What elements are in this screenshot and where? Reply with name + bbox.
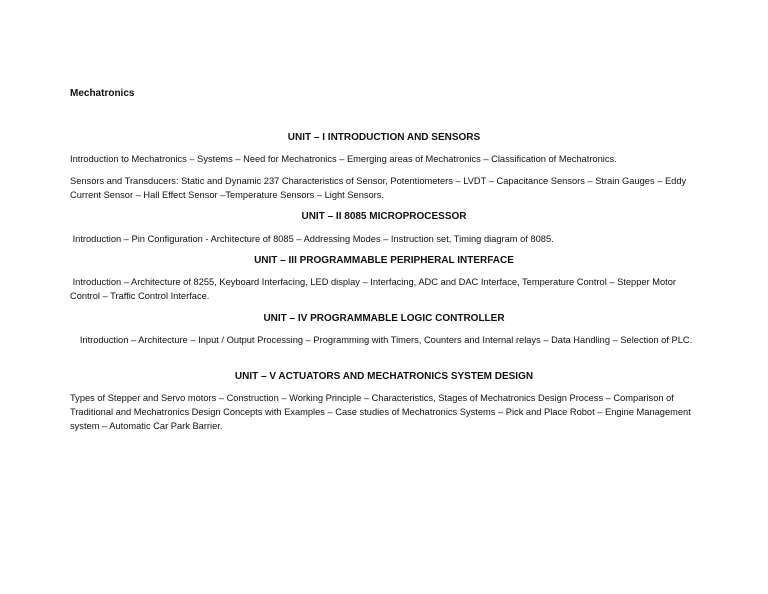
unit-1-heading: UNIT – I INTRODUCTION AND SENSORS [287,132,481,143]
unit-3-paragraph-1: Introduction – Architecture of 8255, Keyboard Interfacing, LED display – Interfacing, ADC and DAC Interface, Temperature Control – Stepper Motor Control – Traffic Control Interface. [70,277,679,302]
unit-2-paragraph-1: Introduction – Pin Configuration - Architecture of 8085 – Addressing Modes – Instruction set, Timing diagram of 8085. [70,234,554,244]
unit-4-heading: UNIT – IV PROGRAMMABLE LOGIC CONTROLLER [263,313,505,324]
unit-5-heading: UNIT – V ACTUATORS AND MECHATRONICS SYSTEM DESIGN [234,371,534,382]
unit-4-paragraph-1: Introduction – Architecture – Input / Output Processing – Programming with Timers, Counters and Internal relays – Data Handling – Selection of PLC. [79,335,693,345]
unit-2-heading: UNIT – II 8085 MICROPROCESSOR [301,211,467,222]
unit-5-paragraph-1: Types of Stepper and Servo motors – Construction – Working Principle – Characteristics, Stages of Mechatronics Design Process – Comparison of Traditional and Mechatronics Design Concepts with Examples – Case studies of Mechatronics Systems – Pick and Place Robot – Engine Management system – Automatic Car Park Barrier. [70,393,691,432]
unit-1-paragraph-2: Sensors and Transducers: Static and Dynamic 237 Characteristics of Sensor, Potentiometers – LVDT – Capacitance Sensors – Strain Gauges – Eddy Current Sensor – Hall Effect Sensor –Temperature Sensors – Light Sensors. [70,176,687,201]
document-title: Mechatronics [70,88,135,99]
unit-3-heading: UNIT – III PROGRAMMABLE PERIPHERAL INTERFACE [254,255,514,266]
unit-1-paragraph-1: Introduction to Mechatronics – Systems – Need for Mechatronics – Emerging areas of Mechatronics – Classification of Mechatronics. [70,154,617,164]
